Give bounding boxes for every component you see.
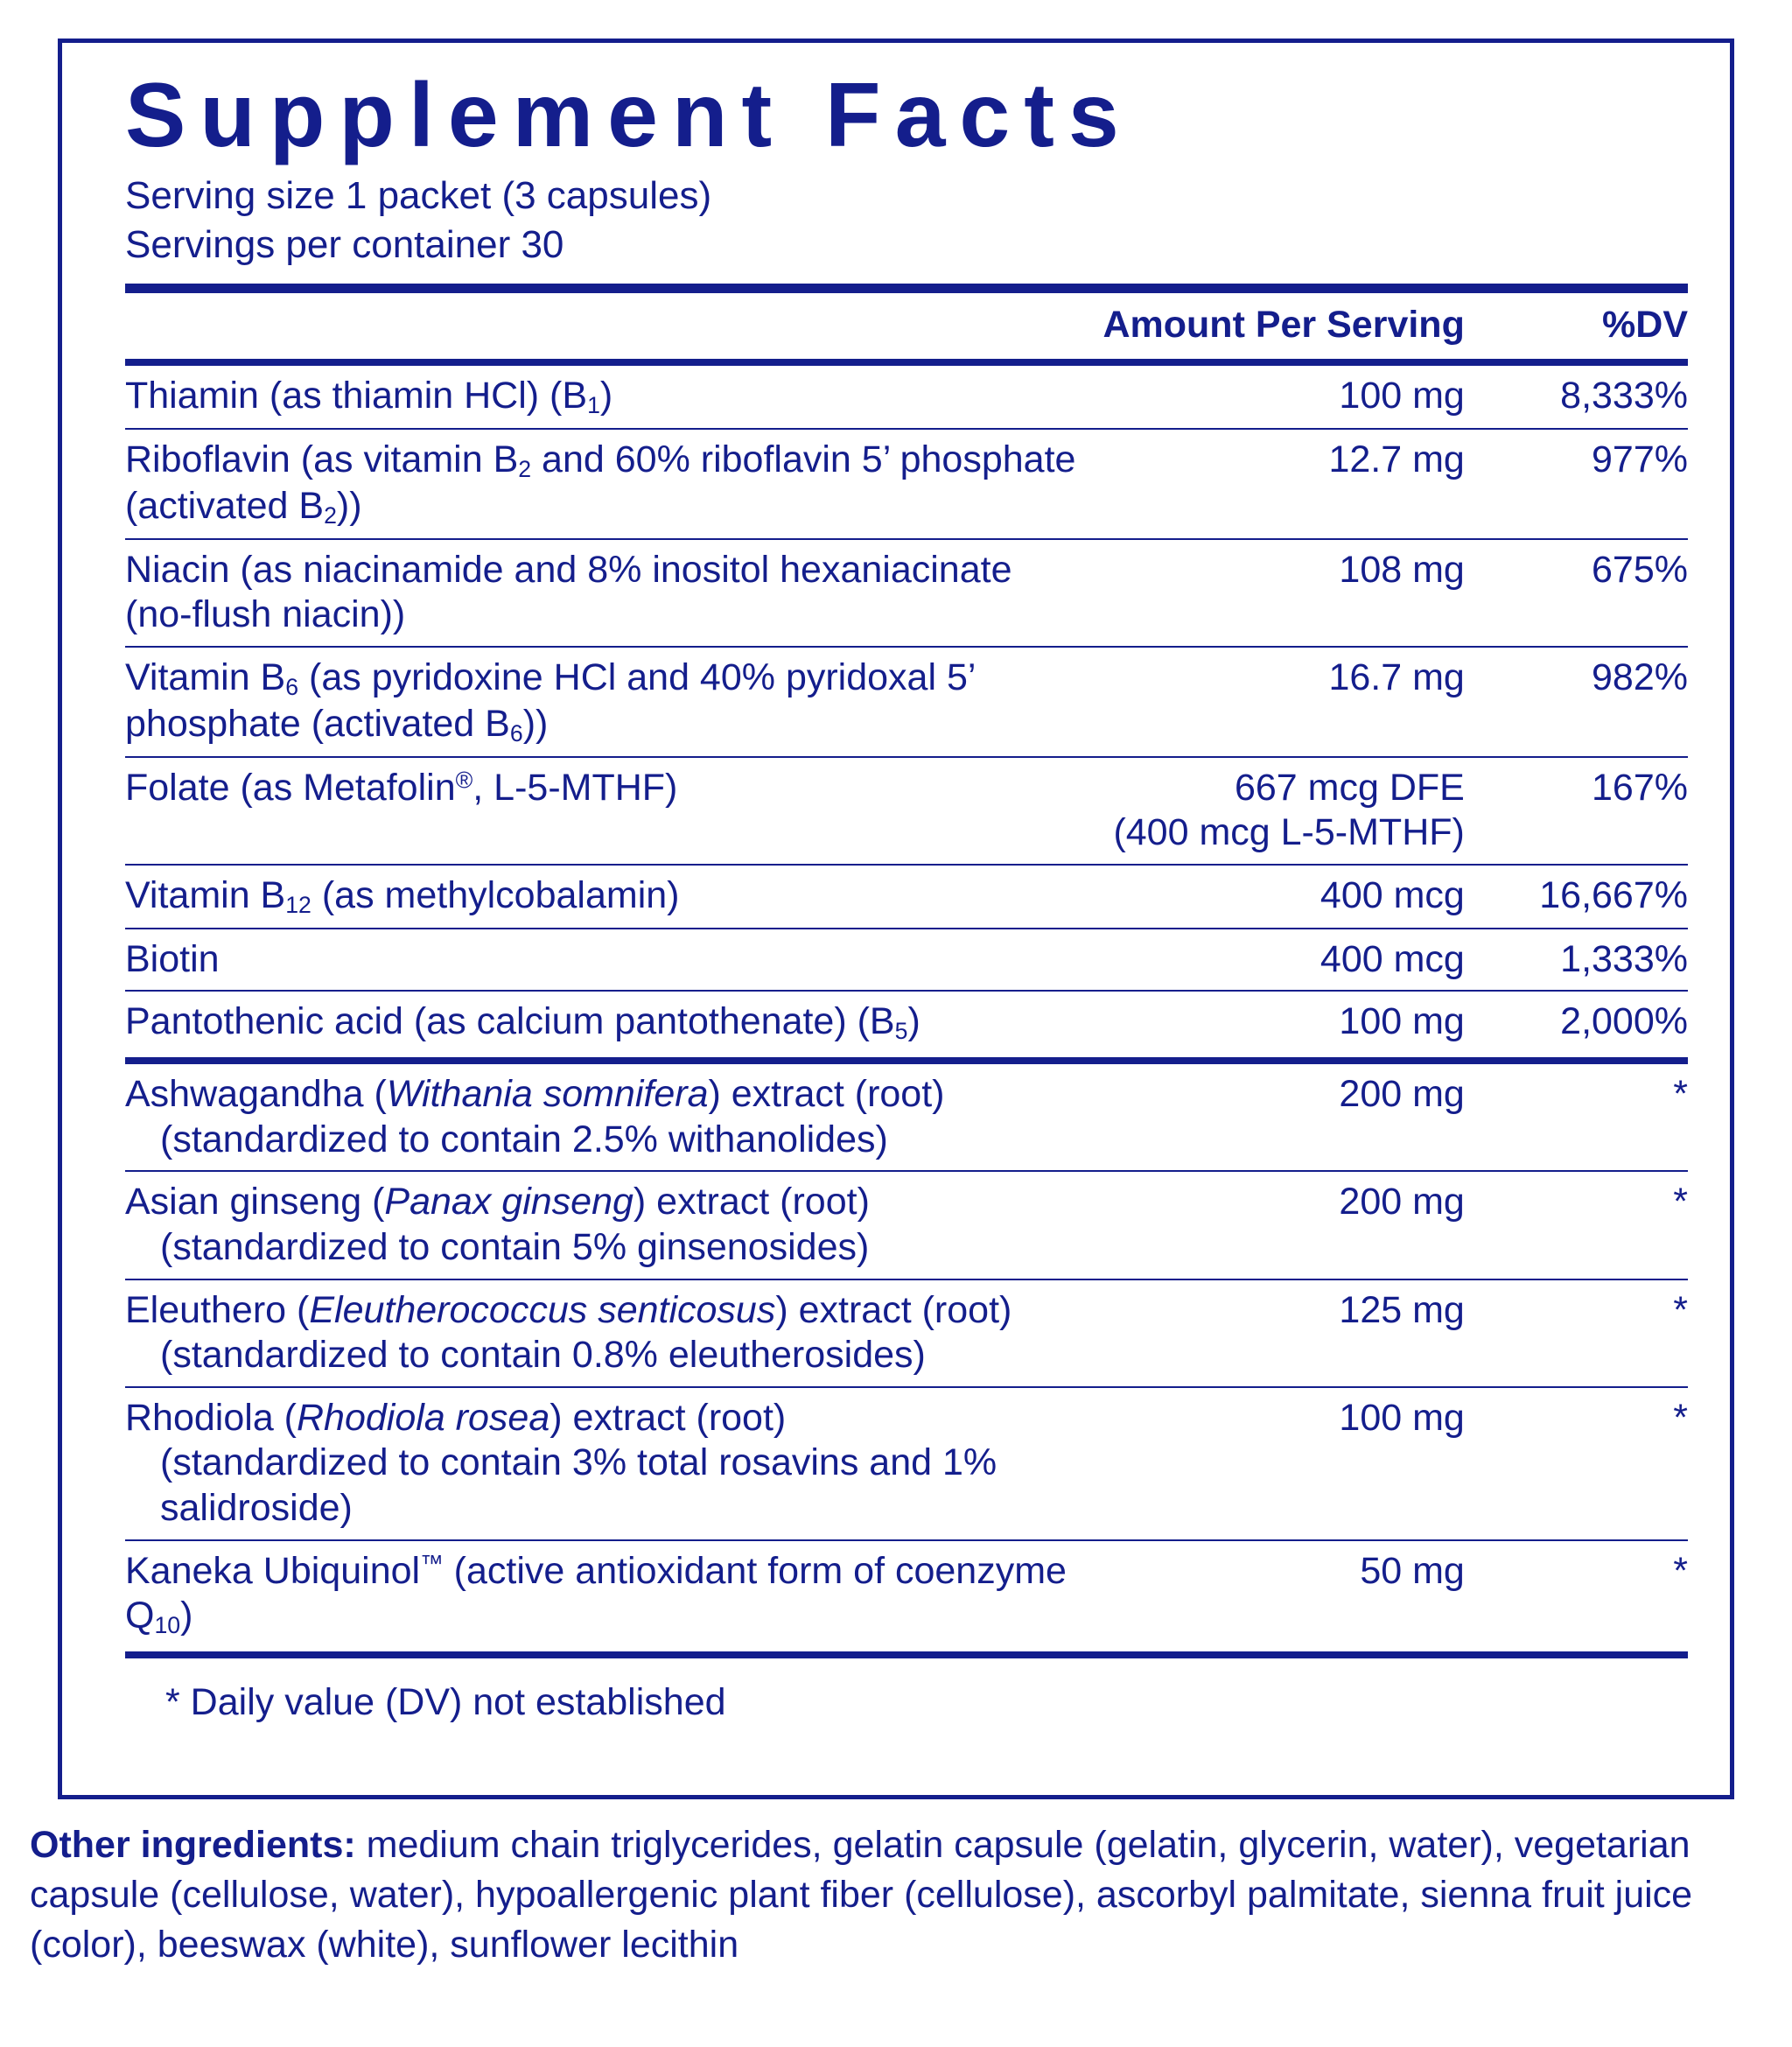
nutrient-amount: 100 mg — [1339, 375, 1465, 417]
ingredient-amount: 50 mg — [1088, 1540, 1465, 1648]
nutrient-name: Vitamin $B_6$ (as pyridoxine HCl and 40% pyridoxal 5’ phosphate (activated $B_6$)) — [125, 647, 1088, 757]
nutrient-name: Riboflavin (as vitamin $B_2$ and 60% riboflavin 5’ phosphate (activated $B_2$)) — [125, 429, 1088, 539]
other-ingredients-label: Other ingredients: — [30, 1824, 356, 1866]
ingredient-amount: 200 mg — [1339, 1073, 1465, 1116]
nutrient-dv: 675% — [1465, 539, 1688, 647]
header-row — [125, 298, 1688, 355]
table-row — [125, 1540, 1688, 1648]
nutrient-name: Folate (as Metafolin®, L-5-MTHF) — [125, 757, 1088, 865]
nutrient-dv: 1,333% — [1465, 929, 1688, 992]
dv-footnote: * Daily value (DV) not established — [165, 1681, 726, 1723]
table-row — [125, 757, 1688, 865]
facts-table — [125, 298, 1688, 355]
header-amount-per-serving: Amount Per Serving — [1102, 304, 1465, 347]
table-row — [125, 539, 1688, 647]
nutrient-amount: 12.7 mg — [1088, 429, 1465, 539]
nutrient-amount: 108 mg — [1088, 539, 1465, 647]
panel-content — [125, 62, 1688, 1724]
ingredient-dv: * — [1465, 1171, 1688, 1279]
table-row — [125, 1387, 1688, 1540]
table-row — [125, 647, 1688, 757]
divider-under-header — [125, 359, 1688, 366]
nutrient-amount: 100 mg — [1088, 991, 1465, 1054]
table-row — [125, 429, 1688, 539]
nutrient-name: Thiamin (as thiamin HCl) $(B_1)$ — [125, 375, 613, 419]
divider-thick-top — [125, 284, 1688, 293]
table-row — [125, 991, 1688, 1054]
page-title: Supplement Facts — [125, 65, 1133, 166]
table-row — [125, 865, 1688, 929]
ingredient-name: Rhodiola (Rhodiola rosea) extract (root) (standardized to contain 3% total rosavins and 1% salidroside) — [125, 1387, 1088, 1540]
ingredient-dv: * — [1673, 1073, 1688, 1116]
nutrient-dv: 16,667% — [1465, 865, 1688, 929]
nutrient-dv: 982% — [1465, 647, 1688, 757]
nutrient-name: Niacin (as niacinamide and 8% inositol hexaniacinate (no-flush niacin)) — [125, 539, 1088, 647]
header-spacer — [125, 298, 1088, 355]
nutrient-name: Biotin — [125, 929, 1088, 992]
nutrient-amount: 16.7 mg — [1088, 647, 1465, 757]
nutrient-dv: 2,000% — [1465, 991, 1688, 1054]
facts-table-header — [125, 298, 1688, 355]
herbals-table — [125, 1064, 1688, 1648]
ingredient-dv: * — [1465, 1540, 1688, 1648]
table-row — [125, 1171, 1688, 1279]
nutrient-dv: 977% — [1465, 429, 1688, 539]
nutrient-dv: 8,333% — [1560, 375, 1688, 417]
table-row — [125, 1064, 1688, 1171]
nutrient-dv: 167% — [1465, 757, 1688, 865]
ingredient-amount: 100 mg — [1088, 1387, 1465, 1540]
ingredient-dv: * — [1465, 1279, 1688, 1387]
nutrient-amount: 667 mcg DFE (400 mcg L-5-MTHF) — [1088, 757, 1465, 865]
other-ingredients-text: medium chain triglycerides, gelatin capsule (gelatin, glycerin, water), vegetarian capsule (cellulose, water), hypoallergenic plant fiber (cellulose), ascorbyl palmitate, sienna fruit juice (color), beeswax (white), sunflower lecithin — [30, 1824, 1693, 1966]
ingredient-dv: * — [1465, 1387, 1688, 1540]
ingredient-amount: 125 mg — [1088, 1279, 1465, 1387]
ingredient-name: Eleuthero (Eleutherococcus senticosus) extract (root) (standardized to contain 0.8% eleutherosides) — [125, 1279, 1088, 1387]
nutrient-name: Pantothenic acid (as calcium pantothenate) $(B_5)$ — [125, 991, 1088, 1054]
vitamins-table — [125, 366, 1688, 1054]
header-percent-dv: %DV — [1602, 304, 1688, 347]
ingredient-name: Ashwagandha (Withania somnifera) extract (root) (standardized to contain 2.5% withanolides) — [125, 1073, 945, 1160]
divider-bottom — [125, 1651, 1688, 1658]
ingredient-name: Asian ginseng (Panax ginseng) extract (root) (standardized to contain 5% ginsenosides) — [125, 1171, 1088, 1279]
table-row — [125, 1279, 1688, 1387]
supplement-facts-panel — [58, 39, 1734, 1799]
table-row — [125, 929, 1688, 992]
serving-size-text: Serving size 1 packet (3 capsules) — [125, 173, 712, 217]
ingredient-amount: 200 mg — [1088, 1171, 1465, 1279]
divider-between-sections — [125, 1057, 1688, 1064]
facts-table-wrap — [125, 298, 1688, 355]
nutrient-amount: 400 mcg — [1088, 865, 1465, 929]
servings-per-container-text: Servings per container 30 — [125, 223, 564, 267]
ingredient-name: Kaneka Ubiquinol™ (active antioxidant form of coenzyme $Q_{10}$) — [125, 1540, 1088, 1648]
other-ingredients — [30, 1820, 1771, 1969]
nutrient-name: Vitamin $B_{12}$ (as methylcobalamin) — [125, 865, 1088, 929]
nutrient-amount: 400 mcg — [1088, 929, 1465, 992]
table-row — [125, 366, 1688, 429]
